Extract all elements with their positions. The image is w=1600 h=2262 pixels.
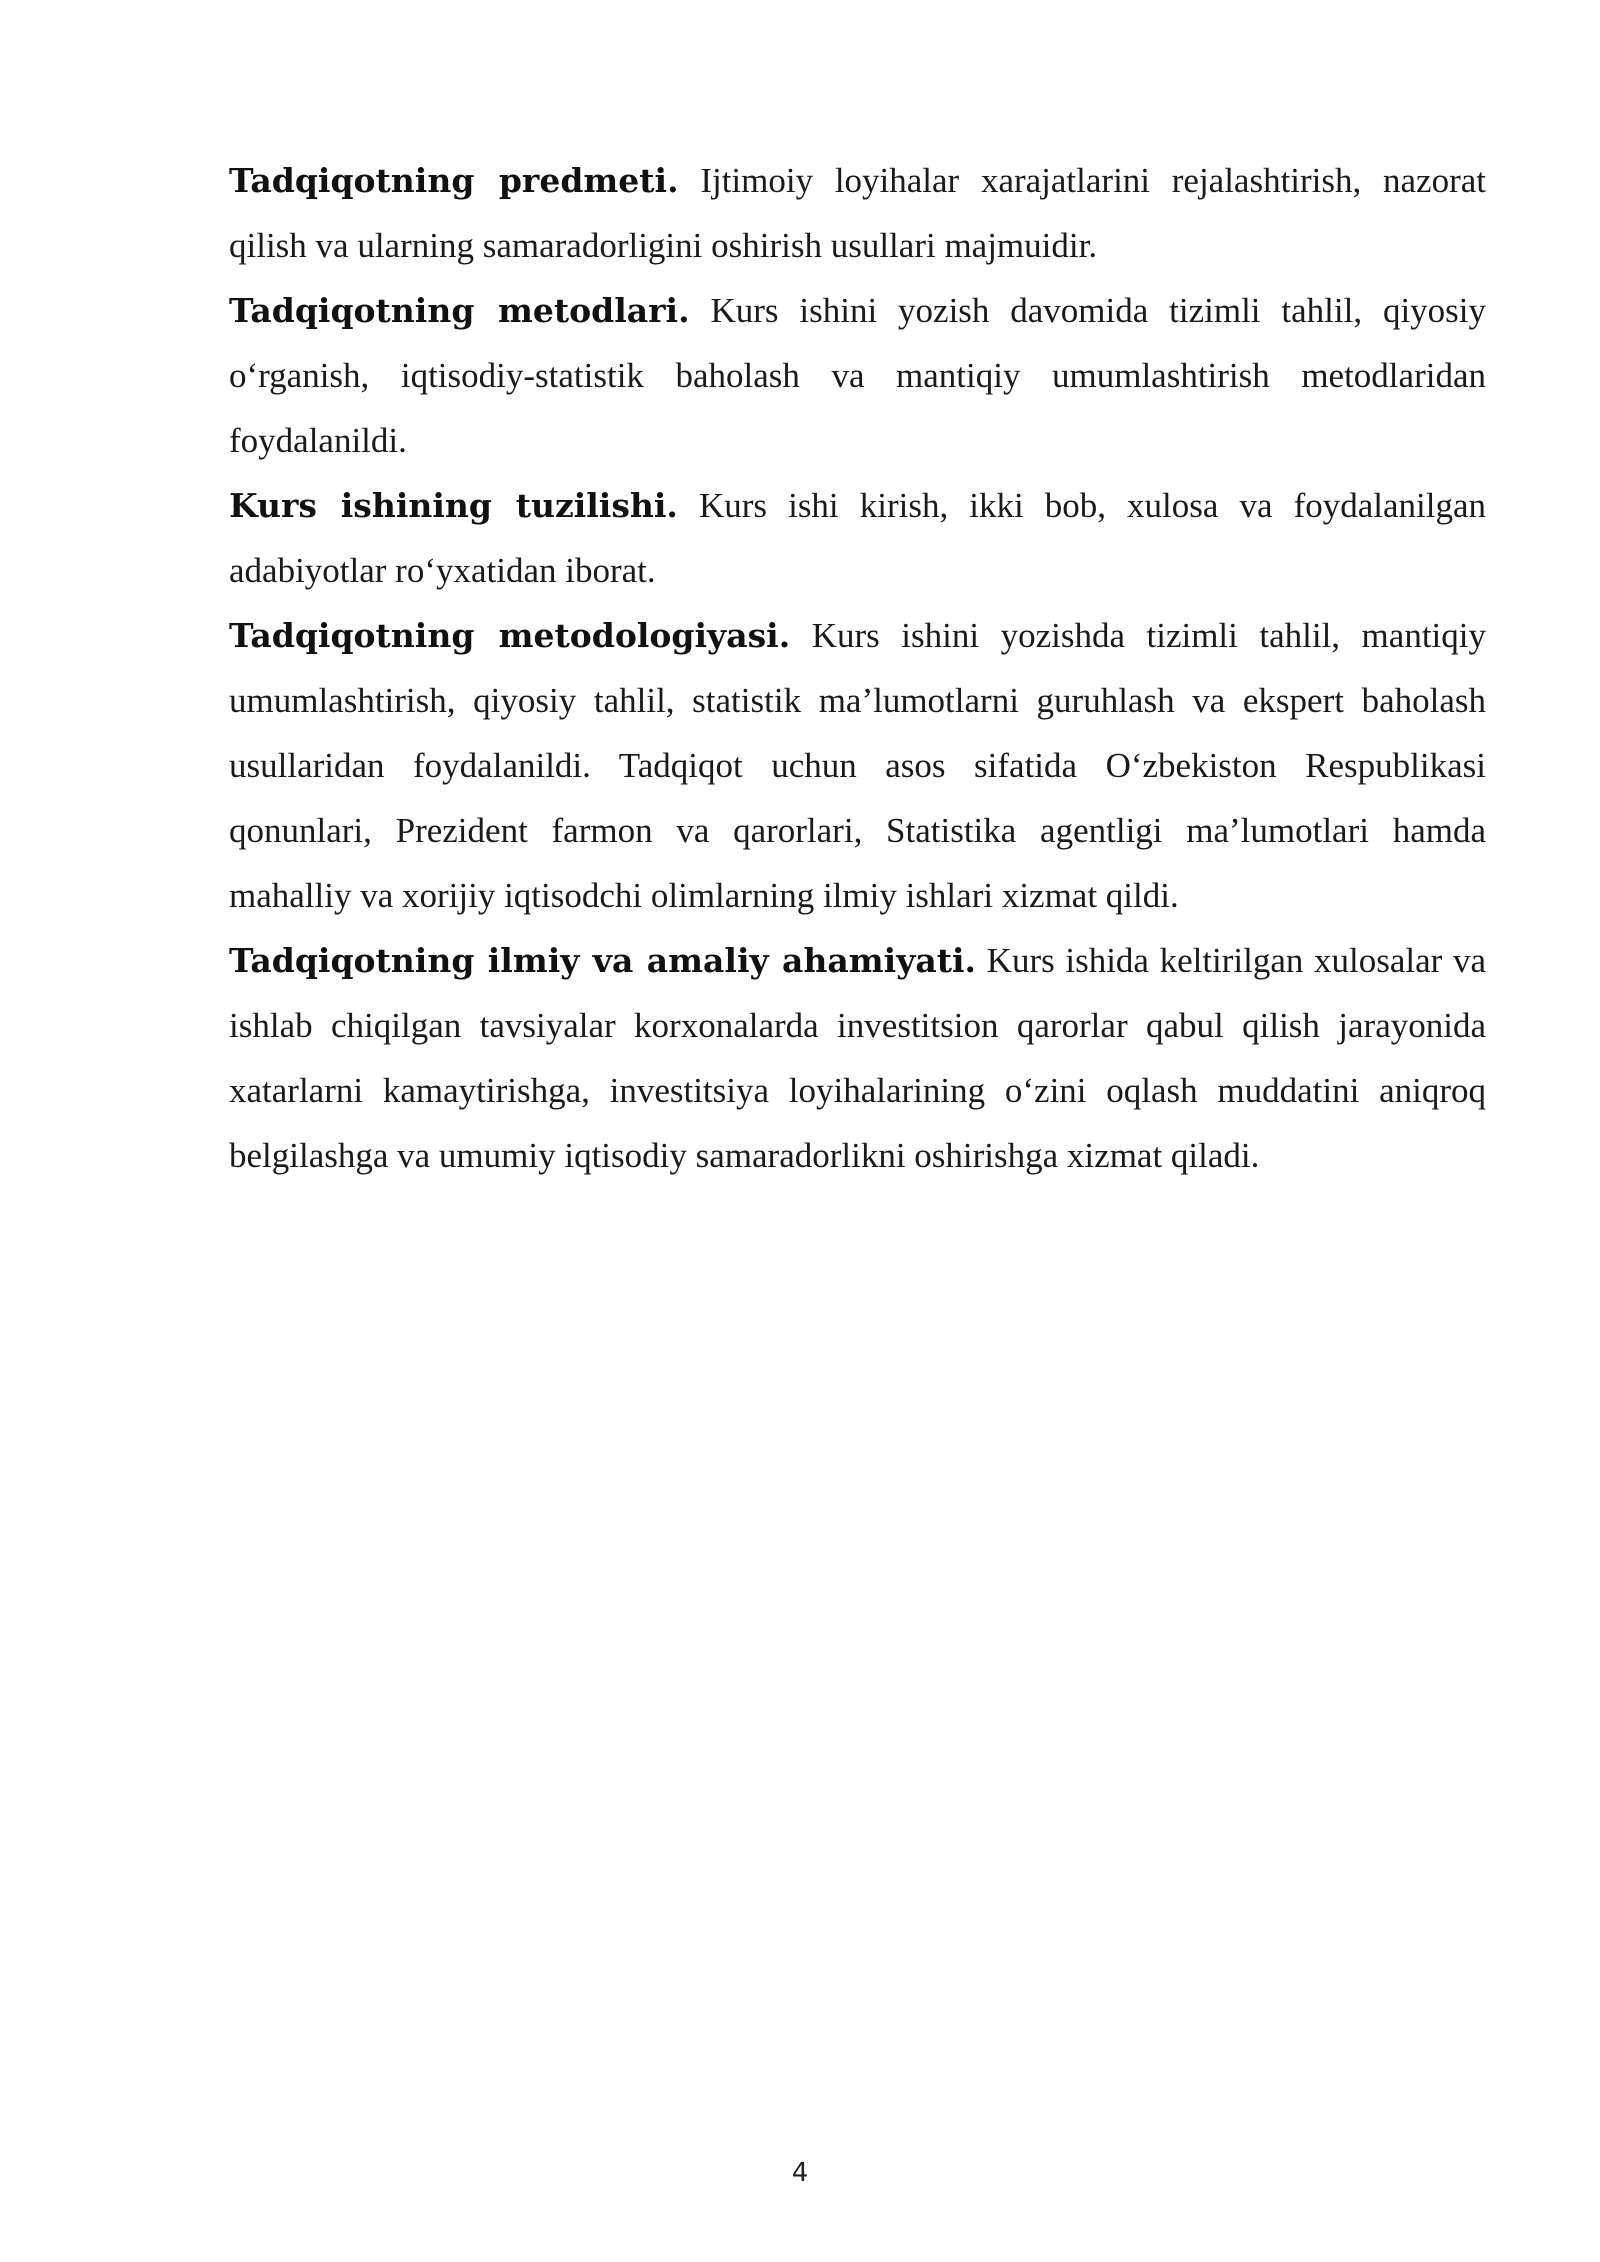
paragraph-lead: Tadqiqotning metodlari. xyxy=(229,291,690,330)
paragraph-structure xyxy=(229,473,1486,603)
paragraph-methods xyxy=(229,278,1486,473)
paragraph-subject xyxy=(229,148,1486,278)
paragraph-lead: Kurs ishining tuzilishi. xyxy=(229,486,678,525)
paragraph-significance xyxy=(229,928,1486,1188)
paragraph-body: Kurs ishini yozishda tizimli tahlil, mantiqiy umumlashtirish, qiyosiy tahlil, statistik ma’lumotlarni guruhlash va ekspert baholash usullaridan foydalanildi. Tadqiqot uchun asos sifatida O‘zbekiston Respublikasi qonunlari, Prezident farmon va qarorlari, Statistika agentligi ma’lumotlari hamda mahalliy va xorijiy iqtisodchi olimlarning ilmiy ishlari xizmat qildi. xyxy=(229,616,1486,915)
page-content xyxy=(229,148,1486,1188)
paragraph-body: Kurs ishini yozish davomida tizimli tahlil, qiyosiy o‘rganish, iqtisodiy-statistik baholash va mantiqiy umumlashtirish metodlaridan foydalanildi. xyxy=(229,291,1487,460)
paragraph-body: Ijtimoiy loyihalar xarajatlarini rejalashtirish, nazorat qilish va ularning samaradorligini oshirish usullari majmuidir. xyxy=(229,161,1486,265)
page-number: 4 xyxy=(791,2158,809,2188)
paragraph-lead: Tadqiqotning predmeti. xyxy=(229,161,679,200)
paragraph-lead: Tadqiqotning ilmiy va amaliy ahamiyati. xyxy=(229,941,977,980)
paragraph-methodology xyxy=(229,603,1486,928)
paragraph-lead: Tadqiqotning metodologiyasi. xyxy=(229,616,791,655)
paragraph-body: Kurs ishida keltirilgan xulosalar va ishlab chiqilgan tavsiyalar korxonalarda investitsion qarorlar qabul qilish jarayonida xatarlarni kamaytirishga, investitsiya loyihalarining o‘zini oqlash muddatini aniqroq belgilashga va umumiy iqtisodiy samaradorlikni oshirishga xizmat qiladi. xyxy=(229,941,1486,1175)
paragraph-body: Kurs ishi kirish, ikki bob, xulosa va foydalanilgan adabiyotlar ro‘yxatidan iborat. xyxy=(229,486,1487,590)
